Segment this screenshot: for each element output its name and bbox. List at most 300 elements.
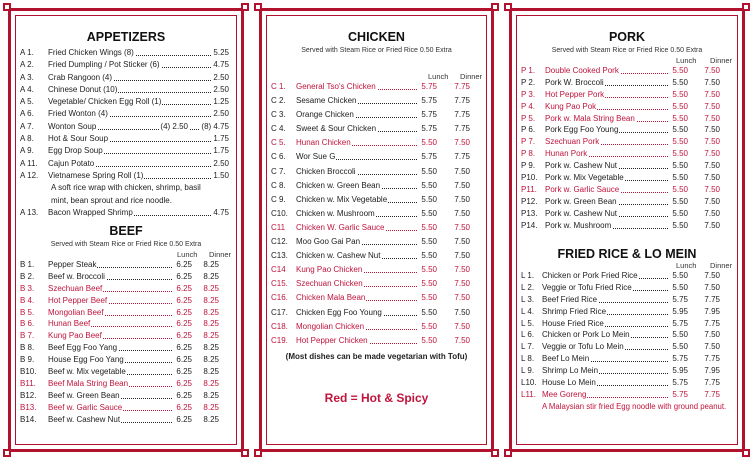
lunch-price: 5.75 (421, 96, 437, 106)
chicken-section (262, 30, 491, 405)
item-code: C11 (271, 222, 286, 232)
lunch-price: 6.25 (176, 390, 192, 400)
dinner-price: 7.75 (704, 294, 720, 304)
item-code: A 7. (20, 121, 34, 131)
menu-item (11, 367, 241, 379)
lunch-price: 6.25 (176, 260, 192, 269)
menu-item (11, 85, 241, 97)
menu-item (512, 78, 742, 90)
dinner-price: 7.75 (454, 152, 470, 162)
lunch-price: 6.25 (176, 319, 192, 329)
item-code: B10. (20, 367, 37, 377)
lunch-price: 5.75 (672, 378, 688, 388)
menu-item (262, 237, 491, 251)
item-code: A 11. (20, 158, 38, 168)
item-code: B13. (20, 402, 37, 412)
item-price: 2.50 (213, 84, 229, 94)
dinner-price: 8.25 (203, 331, 219, 341)
menu-item (512, 137, 742, 149)
item-name: Fried Dumpling / Pot Sticker (6) (48, 60, 160, 70)
dinner-price: 7.75 (704, 389, 720, 399)
lunch-price: 5.50 (421, 321, 437, 331)
item-price: 5.25 (213, 48, 229, 57)
item-code: L11. (521, 389, 536, 399)
item-name: Beef w. Green Bean (48, 390, 120, 400)
item-code: P12. (521, 196, 538, 206)
item-name: House Egg Foo Yang (48, 355, 124, 365)
item-price: 1.75 (213, 134, 229, 144)
item-code: P11. (521, 184, 537, 194)
menu-item (262, 265, 491, 279)
price-header (11, 250, 241, 260)
menu-item (262, 223, 491, 237)
menu-item (11, 171, 241, 183)
lunch-price: 5.50 (421, 208, 437, 218)
menu-item (262, 308, 491, 322)
item-name: Pepper Steak (48, 260, 97, 269)
item-code: B 9. (20, 355, 35, 365)
menu-item (11, 159, 241, 171)
item-code: P 5. (521, 113, 536, 123)
menu-item (512, 342, 742, 354)
menu-item (512, 125, 742, 137)
menu-item (262, 251, 491, 265)
item-name: Chicken w. Green Bean (296, 180, 381, 190)
menu-item (512, 366, 742, 378)
item-code: A 13. (20, 207, 39, 217)
item-code: L 5. (521, 318, 535, 328)
dinner-price: 7.95 (704, 366, 720, 376)
lunch-price: 5.50 (672, 196, 688, 206)
menu-item (262, 110, 491, 124)
item-name: Orange Chicken (296, 110, 354, 120)
item-code: P 9. (521, 161, 536, 171)
menu-item (512, 173, 742, 185)
item-name: House Fried Rice (542, 318, 604, 328)
beef-section (11, 224, 241, 426)
lunch-price: 5.50 (672, 77, 688, 87)
dinner-price: 7.50 (454, 265, 470, 275)
item-code: P 2. (521, 77, 536, 87)
item-code: P 6. (521, 125, 536, 135)
item-name: Pork w. Green Bean (545, 196, 617, 206)
dinner-price: 8.25 (203, 343, 219, 353)
lunch-price: 5.50 (421, 138, 437, 148)
dinner-price: 7.50 (454, 293, 470, 303)
section-title: APPETIZERS (86, 30, 166, 44)
lunch-price: 6.25 (176, 402, 192, 412)
dinner-price: 7.50 (454, 307, 470, 317)
dinner-price: 7.75 (454, 82, 470, 91)
menu-item (512, 319, 742, 331)
dinner-price: 7.50 (454, 321, 470, 331)
dinner-price: 8.25 (203, 378, 219, 388)
lunch-price: 5.50 (672, 137, 688, 147)
dinner-price: 8.25 (203, 414, 219, 424)
item-name: Crab Rangoon (4) (48, 72, 113, 82)
item-code: L 3. (521, 294, 535, 304)
item-name: Sweet & Sour Chicken (296, 124, 377, 134)
item-price: 2.50 (213, 158, 229, 168)
lunch-price: 5.50 (672, 113, 688, 123)
menu-item (262, 195, 491, 209)
section-title: BEEF (109, 224, 143, 238)
menu-item (11, 73, 241, 85)
dinner-price: 7.50 (454, 208, 470, 218)
dinner-price: 7.50 (704, 89, 720, 99)
item-name: Shrimp Lo Mein (542, 366, 599, 376)
menu-item (11, 415, 241, 427)
menu-item (11, 331, 241, 343)
dinner-price: 7.50 (704, 66, 720, 75)
dinner-price: 7.50 (704, 342, 720, 352)
pork-section (512, 30, 742, 232)
item-name: Beef Lo Mein (542, 354, 590, 364)
item-code: A 2. (20, 60, 34, 70)
item-name: Fried Chicken Wings (8) (48, 48, 134, 57)
menu-item (262, 82, 491, 96)
menu-item (262, 167, 491, 181)
menu-item (512, 149, 742, 161)
menu-item (262, 138, 491, 152)
menu-item (512, 330, 742, 342)
item-name: Pork w. Garlic Sauce (545, 184, 620, 194)
item-name: Beef w. Garlic Sauce (48, 402, 123, 412)
dinner-price: 7.75 (704, 354, 720, 364)
menu-item (512, 209, 742, 221)
lunch-price: 5.50 (672, 342, 688, 352)
dinner-price: 7.50 (704, 113, 720, 123)
item-name: Vegetable/ Chicken Egg Roll (1) (48, 97, 162, 107)
item-description: A soft rice wrap with chicken, shrimp, basil (51, 183, 201, 193)
lunch-price: 5.50 (421, 265, 437, 275)
item-name: Pork w. Mushroom (545, 220, 612, 230)
menu-item (11, 284, 241, 296)
item-price: 4.75 (213, 60, 229, 70)
item-code: P 4. (521, 101, 536, 111)
item-name: Shrimp Fried Rice (542, 306, 607, 316)
item-name: Bacon Wrapped Shrimp (48, 207, 133, 217)
dinner-label: Dinner (460, 72, 483, 81)
item-name: Cajun Potato (48, 158, 95, 168)
item-name: Hunan Pork (545, 149, 588, 159)
item-code: A 6. (20, 109, 34, 119)
menu-item (11, 208, 241, 220)
lunch-price: 5.50 (672, 89, 688, 99)
item-code: C10. (271, 208, 288, 218)
item-code: C14 (271, 265, 286, 275)
menu-item (512, 295, 742, 307)
item-code: B11. (20, 378, 36, 388)
section-subtitle: Served with Steam Rice or Fried Rice 0.50 Extra (50, 241, 202, 248)
item-code: A 12. (20, 170, 39, 180)
dinner-price: 7.50 (454, 251, 470, 261)
item-code: P 7. (521, 137, 536, 147)
item-code: B 7. (20, 331, 35, 341)
lunch-price: 5.75 (421, 110, 437, 120)
lunch-price: 5.50 (672, 149, 688, 159)
item-code: L 9. (521, 366, 535, 376)
item-name: Kung Pao Chicken (296, 265, 363, 275)
dinner-price: 8.25 (203, 271, 219, 281)
item-code: B 3. (20, 283, 35, 293)
item-name: Veggie or Tofu Fried Rice (542, 282, 632, 292)
menu-item (262, 124, 491, 138)
item-name: Szechuan Pork (545, 137, 600, 147)
item-code: C 6. (271, 152, 286, 162)
item-code: A 9. (20, 146, 34, 156)
item-code: C 1. (271, 82, 286, 91)
dinner-price: 7.50 (454, 138, 470, 148)
dinner-price: 7.50 (704, 196, 720, 206)
menu-item (11, 391, 241, 403)
lunch-price: 5.50 (421, 222, 437, 232)
dinner-price: 8.25 (203, 367, 219, 377)
lunch-price: 6.25 (176, 307, 192, 317)
item-code: P 8. (521, 149, 536, 159)
vegetarian-footnote: (Most dishes can be made vegetarian with Tofu) (285, 351, 468, 361)
dinner-price: 7.75 (704, 378, 720, 388)
menu-item (11, 308, 241, 320)
lunch-price: 6.25 (176, 378, 192, 388)
price-header (512, 56, 742, 66)
menu-item (11, 48, 241, 60)
item-code: A 8. (20, 134, 34, 144)
item-name: Chicken w. Mix Vegetable (296, 194, 388, 204)
dinner-price: 7.50 (704, 220, 720, 230)
menu-item (11, 122, 241, 134)
item-name: Double Cooked Pork (545, 66, 619, 75)
spicy-legend: Red = Hot & Spicy (324, 390, 429, 405)
item-code: A 3. (20, 72, 34, 82)
item-code: C16. (271, 293, 288, 303)
item-name: Szechuan Beef (48, 283, 103, 293)
item-code: B 1. (20, 260, 35, 269)
lunch-price: 5.50 (421, 279, 437, 289)
item-code: L 2. (521, 282, 535, 292)
dinner-price: 7.50 (704, 184, 720, 194)
item-name: Wor Sue G (296, 152, 336, 162)
lunch-label: Lunch (177, 250, 198, 259)
item-code: C 5. (271, 138, 286, 148)
lunch-price: 5.50 (421, 307, 437, 317)
section-subtitle: Served with Steam Rice or Fried Rice 0.50 Extra (301, 47, 452, 54)
dinner-price: 7.75 (704, 318, 720, 328)
item-name: Chicken Broccoli (296, 166, 356, 176)
item-code: B 5. (20, 307, 35, 317)
item-name: Kung Pao Pok (545, 101, 597, 111)
item-code: C15. (271, 279, 288, 289)
menu-item (11, 379, 241, 391)
menu-item (262, 293, 491, 307)
dinner-price: 7.50 (704, 125, 720, 135)
item-code: L 6. (521, 330, 535, 340)
item-name: Hot Pepper Chicken (296, 335, 368, 345)
item-name: Beef w. Broccoli (48, 271, 105, 281)
item-code: P14. (521, 220, 538, 230)
item-code: C 7. (271, 166, 286, 176)
dinner-price: 7.50 (704, 282, 720, 292)
dinner-price: 7.50 (704, 77, 720, 87)
menu-item (11, 60, 241, 72)
item-name: Chicken W. Garlic Sauce (296, 222, 385, 232)
item-name: Pork Egg Foo Young (545, 125, 619, 135)
item-name: Hot Pepper Beef (48, 295, 108, 305)
dinner-price: 7.50 (454, 194, 470, 204)
item-name: Pork w. Cashew Nut (545, 208, 618, 218)
lunch-price: 5.75 (421, 124, 437, 134)
item-description: A Malaysian stir fried Egg noodle with ground peanut. (542, 401, 727, 411)
menu-item (11, 134, 241, 146)
item-code: B12. (20, 390, 37, 400)
item-name: Egg Drop Soup (48, 146, 103, 156)
item-price: 1.25 (213, 97, 229, 107)
item-code: L 7. (521, 342, 535, 352)
lunch-price: 5.50 (672, 173, 688, 183)
dinner-price: 7.50 (704, 208, 720, 218)
item-name: Chicken Egg Foo Young (296, 307, 382, 317)
dinner-label: Dinner (209, 250, 232, 259)
item-code: B 8. (20, 343, 35, 353)
lunch-price: 6.25 (176, 367, 192, 377)
menu-item (512, 283, 742, 295)
menu-item (262, 336, 491, 350)
item-code: B 2. (20, 271, 35, 281)
dinner-price: 7.50 (704, 101, 720, 111)
lunch-price: 5.95 (672, 366, 688, 376)
lunch-price: 5.50 (672, 208, 688, 218)
dinner-price: 8.25 (203, 402, 219, 412)
item-name: Moo Goo Gai Pan (296, 237, 361, 247)
dinner-price: 7.50 (704, 173, 720, 183)
lunch-price: 5.75 (672, 294, 688, 304)
dinner-price: 8.25 (203, 307, 219, 317)
dinner-price: 8.25 (203, 390, 219, 400)
item-name: Pork w. Mix Vegetable (545, 173, 624, 183)
menu-item (11, 296, 241, 308)
menu-item (11, 403, 241, 415)
lunch-price: 5.95 (672, 306, 688, 316)
menu-item (512, 102, 742, 114)
dinner-price: 7.50 (704, 161, 720, 171)
lunch-price: 5.75 (672, 318, 688, 328)
dinner-price: 7.95 (704, 306, 720, 316)
lunch-price: 6.25 (176, 414, 192, 424)
menu-item (11, 343, 241, 355)
dinner-price: 7.50 (704, 330, 720, 340)
menu-item (512, 221, 742, 233)
price-header (262, 72, 491, 82)
item-name: Chicken w. Mushroom (296, 208, 375, 218)
lunch-price: 6.25 (176, 271, 192, 281)
lunch-label: Lunch (676, 261, 697, 270)
menu-item (512, 185, 742, 197)
item-name: Chicken or Pork Lo Mein (542, 330, 630, 340)
item-code: A 5. (20, 97, 34, 107)
item-code: L 8. (521, 354, 535, 364)
lunch-price: 5.50 (421, 180, 437, 190)
item-name: Chicken Mala Bean (296, 293, 366, 303)
dinner-price: 8.25 (203, 283, 219, 293)
menu-item (512, 197, 742, 209)
dinner-price: 7.50 (454, 222, 470, 232)
item-description: mint, bean sprout and rice noodle. (51, 195, 172, 205)
menu-item (262, 322, 491, 336)
section-title: CHICKEN (348, 30, 405, 44)
item-name: Hot & Sour Soup (48, 134, 109, 144)
menu-panel-left (8, 8, 244, 452)
item-name: Fried Wonton (4) (48, 109, 108, 119)
dinner-price: 7.50 (454, 166, 470, 176)
item-name: Chicken or Pork Fried Rice (542, 271, 638, 280)
lunch-price: 5.50 (672, 220, 688, 230)
lunch-price: 5.50 (672, 125, 688, 135)
menu-panel-right (509, 8, 745, 452)
item-code: C19. (271, 335, 288, 345)
item-code: A 4. (20, 84, 34, 94)
lunch-label: Lunch (676, 56, 697, 65)
menu-item (11, 355, 241, 367)
lunch-price: 6.25 (176, 343, 192, 353)
menu-item (11, 272, 241, 284)
menu-item (512, 307, 742, 319)
item-name: Pork w. Mala String Bean (545, 113, 635, 123)
dinner-price: 7.75 (454, 124, 470, 134)
dinner-price: 8.25 (203, 295, 219, 305)
item-code: B 6. (20, 319, 35, 329)
item-price: 1.50 (213, 170, 229, 180)
lunch-price: 6.25 (176, 283, 192, 293)
dinner-price: 7.75 (454, 96, 470, 106)
lunch-price: 6.25 (176, 331, 192, 341)
item-code: P 3. (521, 89, 536, 99)
item-code: C 9. (271, 194, 286, 204)
item-code: C 8. (271, 180, 286, 190)
item-name: Beef w. Cashew Nut (48, 414, 121, 424)
item-name: Chinese Donut (10) (48, 84, 118, 94)
lunch-price: 5.75 (421, 82, 437, 91)
menu-item (11, 109, 241, 121)
section-title: FRIED RICE & LO MEIN (557, 247, 697, 261)
lunch-price: 5.50 (672, 66, 688, 75)
item-name: Mongolian Beef (48, 307, 104, 317)
item-name: Beef w. Mix vegetable (48, 367, 126, 377)
dinner-price: 8.25 (203, 355, 219, 365)
item-name: General Tso's Chicken (296, 82, 376, 91)
item-name: Wonton Soup (48, 121, 97, 131)
item-name: Beef Mala String Bean (48, 378, 129, 388)
menu-item (11, 97, 241, 109)
item-name: Mongolian Chicken (296, 321, 365, 331)
lunch-price: 5.50 (421, 251, 437, 261)
menu-item (512, 271, 742, 283)
dinner-price: 7.50 (454, 335, 470, 345)
price-header (512, 261, 742, 271)
item-code: C17. (271, 307, 288, 317)
lunch-price: 5.50 (672, 184, 688, 194)
item-code: B14. (20, 414, 37, 424)
item-price: 4.75 (213, 207, 229, 217)
item-name: Vietnamese Spring Roll (1) (48, 170, 144, 180)
lunch-label: Lunch (428, 72, 449, 81)
item-name: Chicken w. Cashew Nut (296, 251, 381, 261)
dinner-price: 7.75 (454, 110, 470, 120)
item-name: Veggie or Tofu Lo Mein (542, 342, 624, 352)
menu-item (11, 146, 241, 158)
item-code: C12. (271, 237, 288, 247)
item-name: House Lo Mein (542, 378, 596, 388)
lunch-price: 5.75 (672, 389, 688, 399)
